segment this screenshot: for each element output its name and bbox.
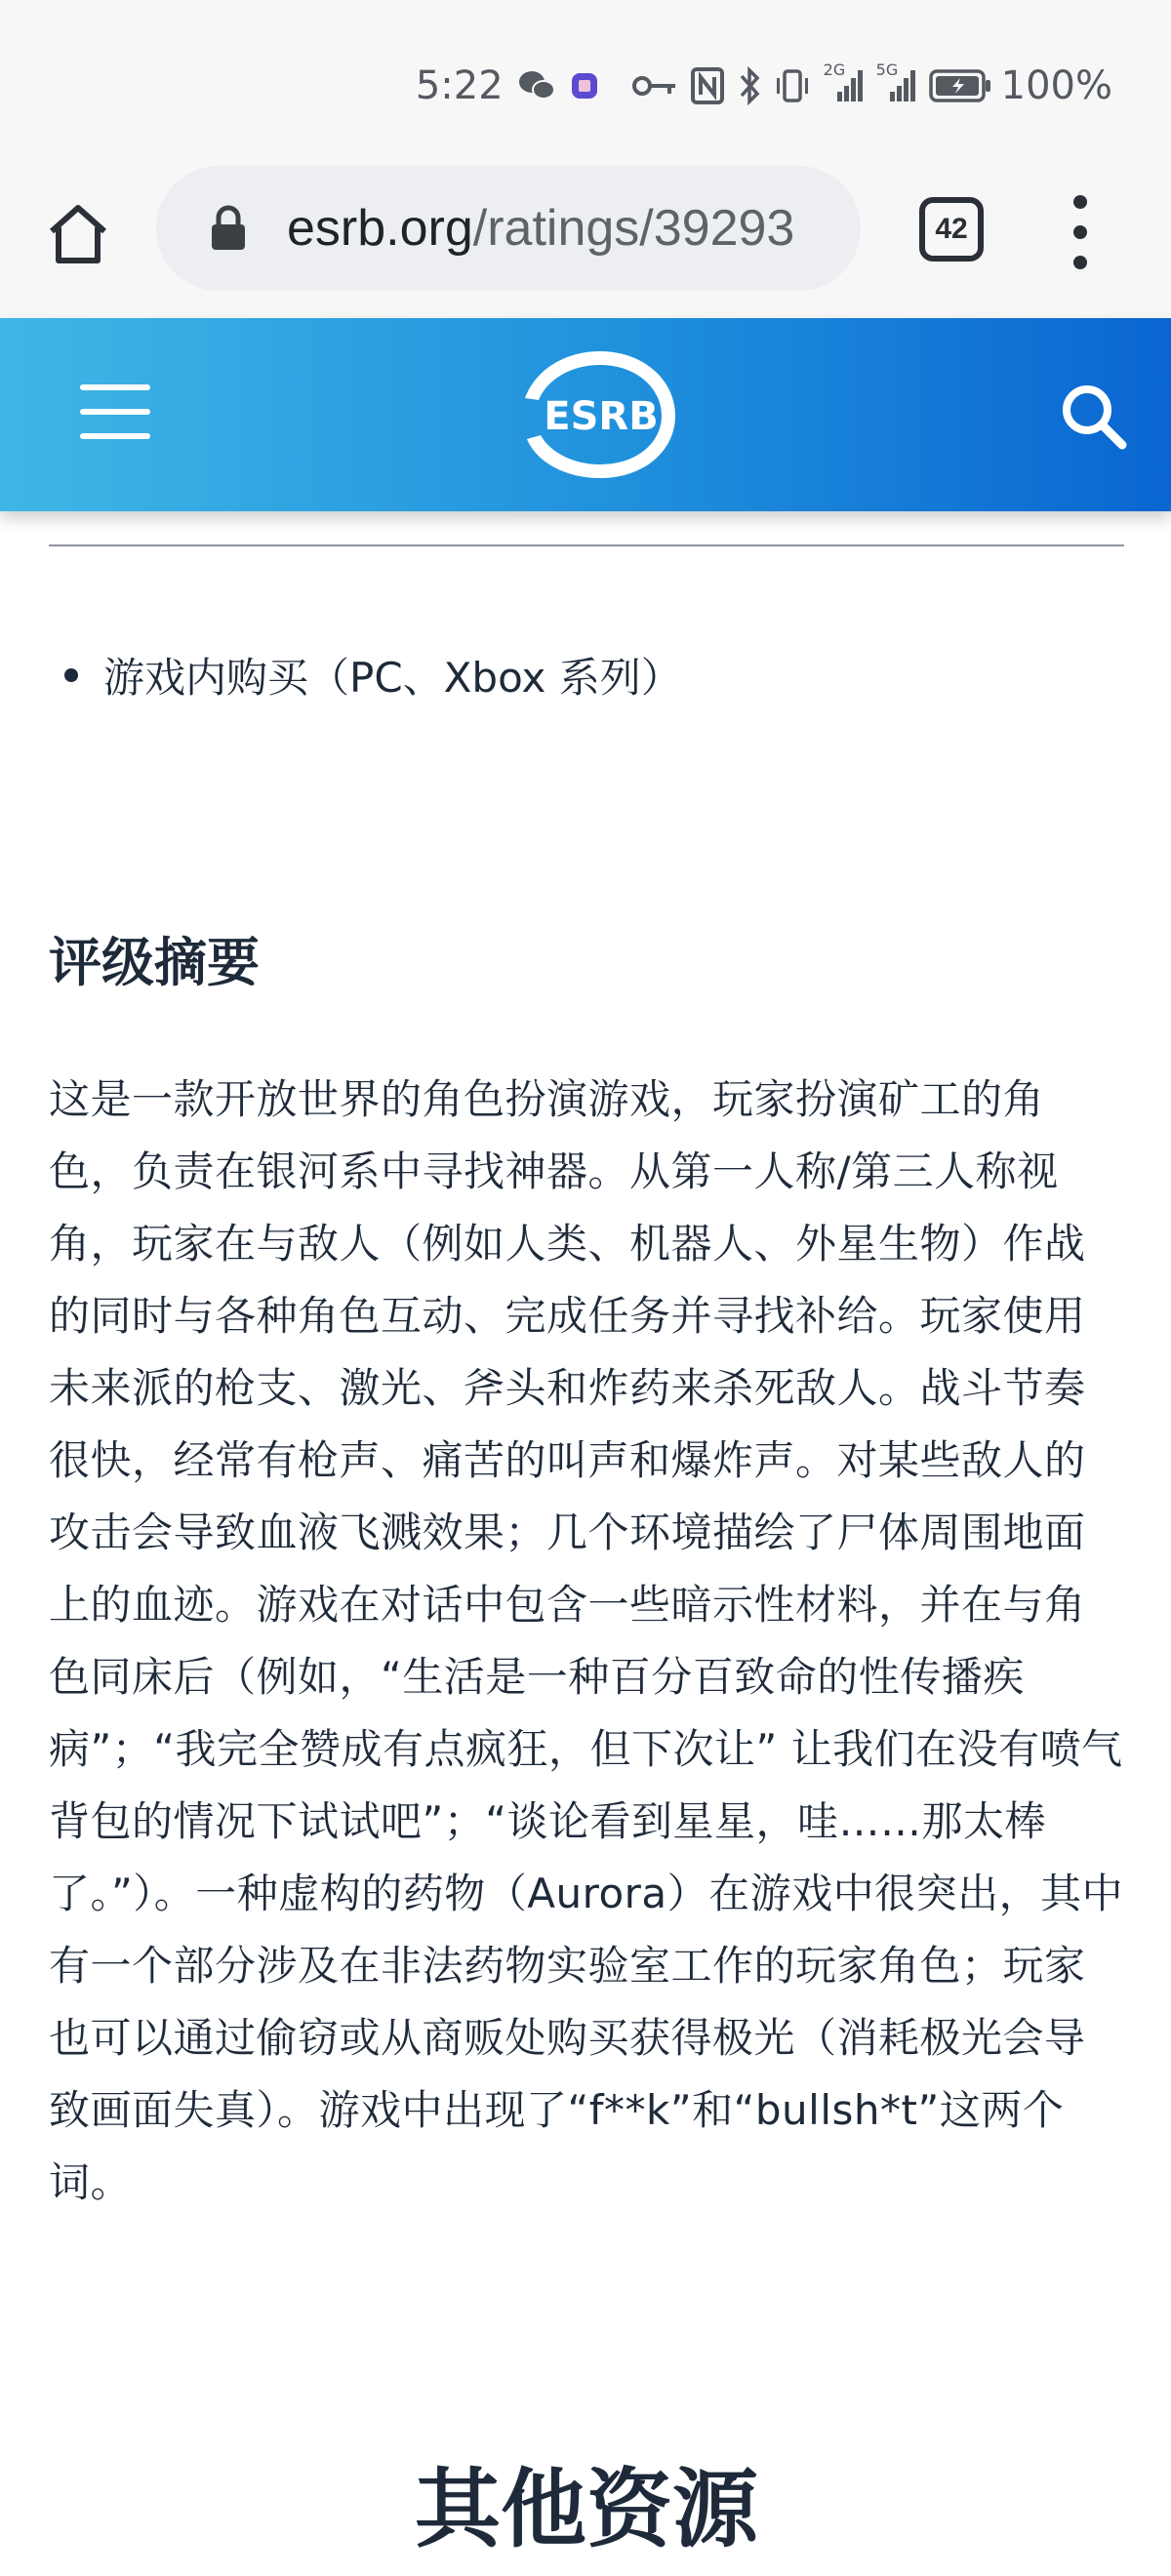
site-menu-button[interactable] (80, 384, 150, 439)
address-bar[interactable] (156, 166, 861, 291)
app-notification-icon (570, 71, 599, 101)
menu-dot (1073, 225, 1087, 239)
hamburger-line (80, 384, 150, 390)
hamburger-line (80, 433, 150, 439)
section-divider (49, 544, 1124, 546)
key-icon (632, 71, 677, 101)
home-button[interactable] (41, 197, 115, 271)
tab-switcher-button[interactable]: 42 (919, 197, 984, 262)
menu-dot (1073, 256, 1087, 269)
wechat-icon (517, 68, 556, 103)
url-path: /ratings/39293 (472, 200, 795, 257)
browser-menu-button[interactable] (1056, 195, 1105, 269)
bluetooth-icon (738, 66, 761, 105)
signal-5g-icon (875, 60, 915, 103)
battery-icon (929, 69, 991, 102)
lock-icon (209, 205, 248, 252)
rating-summary-text: 这是一款开放世界的角色扮演游戏，玩家扮演矿工的角色，负责在银河系中寻找神器。从第一人称/第三人称视角，玩家在与敌人（例如人类、机器人、外星生物）作战的同时与各种角色互动、完成任务并寻找补给。玩家使用未来派的枪支、激光、斧头和炸药来杀死敌人。战斗节奏很快，经常有枪声、痛苦的叫声和爆炸声。对某些敌人的攻击会导致血液飞溅效果；几个环境描绘了尸体周围地面上的血迹。游戏在对话中包含一些暗示性材料，并在与角色同床后（例如，“生活是一种百分百致命的性传播疾病”；“我完全赞成有点疯狂，但下次让” 让我们在没有喷气背包的情况下试试吧”；“谈论看到星星，哇……那太棒了。”）。一种虚构的药物（Aurora）在游戏中很突出，其中有一个部分涉及在非法药物实验室工作的玩家角色；玩家也可以通过偷窃或从商贩处购买获得极光（消耗极光会导致画面失真）。游戏中出现了“f**k”和“bullsh*t”这两个词。 (49, 1075, 1124, 2206)
esrb-logo-text: ESRB (544, 394, 659, 439)
url-text[interactable] (287, 199, 833, 258)
status-bar (0, 0, 1171, 166)
network-2g-label: 2G (823, 60, 846, 79)
home-icon (46, 202, 110, 266)
nfc-icon (691, 67, 724, 104)
content-descriptor-item (64, 646, 682, 704)
hamburger-line (80, 409, 150, 415)
content-descriptor-text: 游戏内购买（PC、Xbox 系列） (103, 654, 682, 702)
menu-dot (1073, 195, 1087, 209)
url-domain: esrb.org (287, 200, 473, 257)
site-header (0, 318, 1171, 511)
other-resources-heading: 其他资源 (414, 2459, 758, 2559)
network-5g-label: 5G (875, 60, 899, 79)
rating-summary-heading: 评级摘要 (49, 932, 260, 993)
esrb-logo[interactable] (517, 342, 683, 488)
browser-toolbar (0, 166, 1171, 320)
search-icon[interactable] (1054, 377, 1132, 455)
status-time: 5:22 (415, 63, 504, 108)
bullet-icon (64, 668, 78, 682)
battery-indicator (929, 63, 1112, 108)
signal-2g-icon (823, 60, 863, 103)
battery-percent: 100% (1000, 63, 1112, 108)
status-icons (416, 60, 1112, 111)
vibrate-icon (775, 68, 810, 103)
